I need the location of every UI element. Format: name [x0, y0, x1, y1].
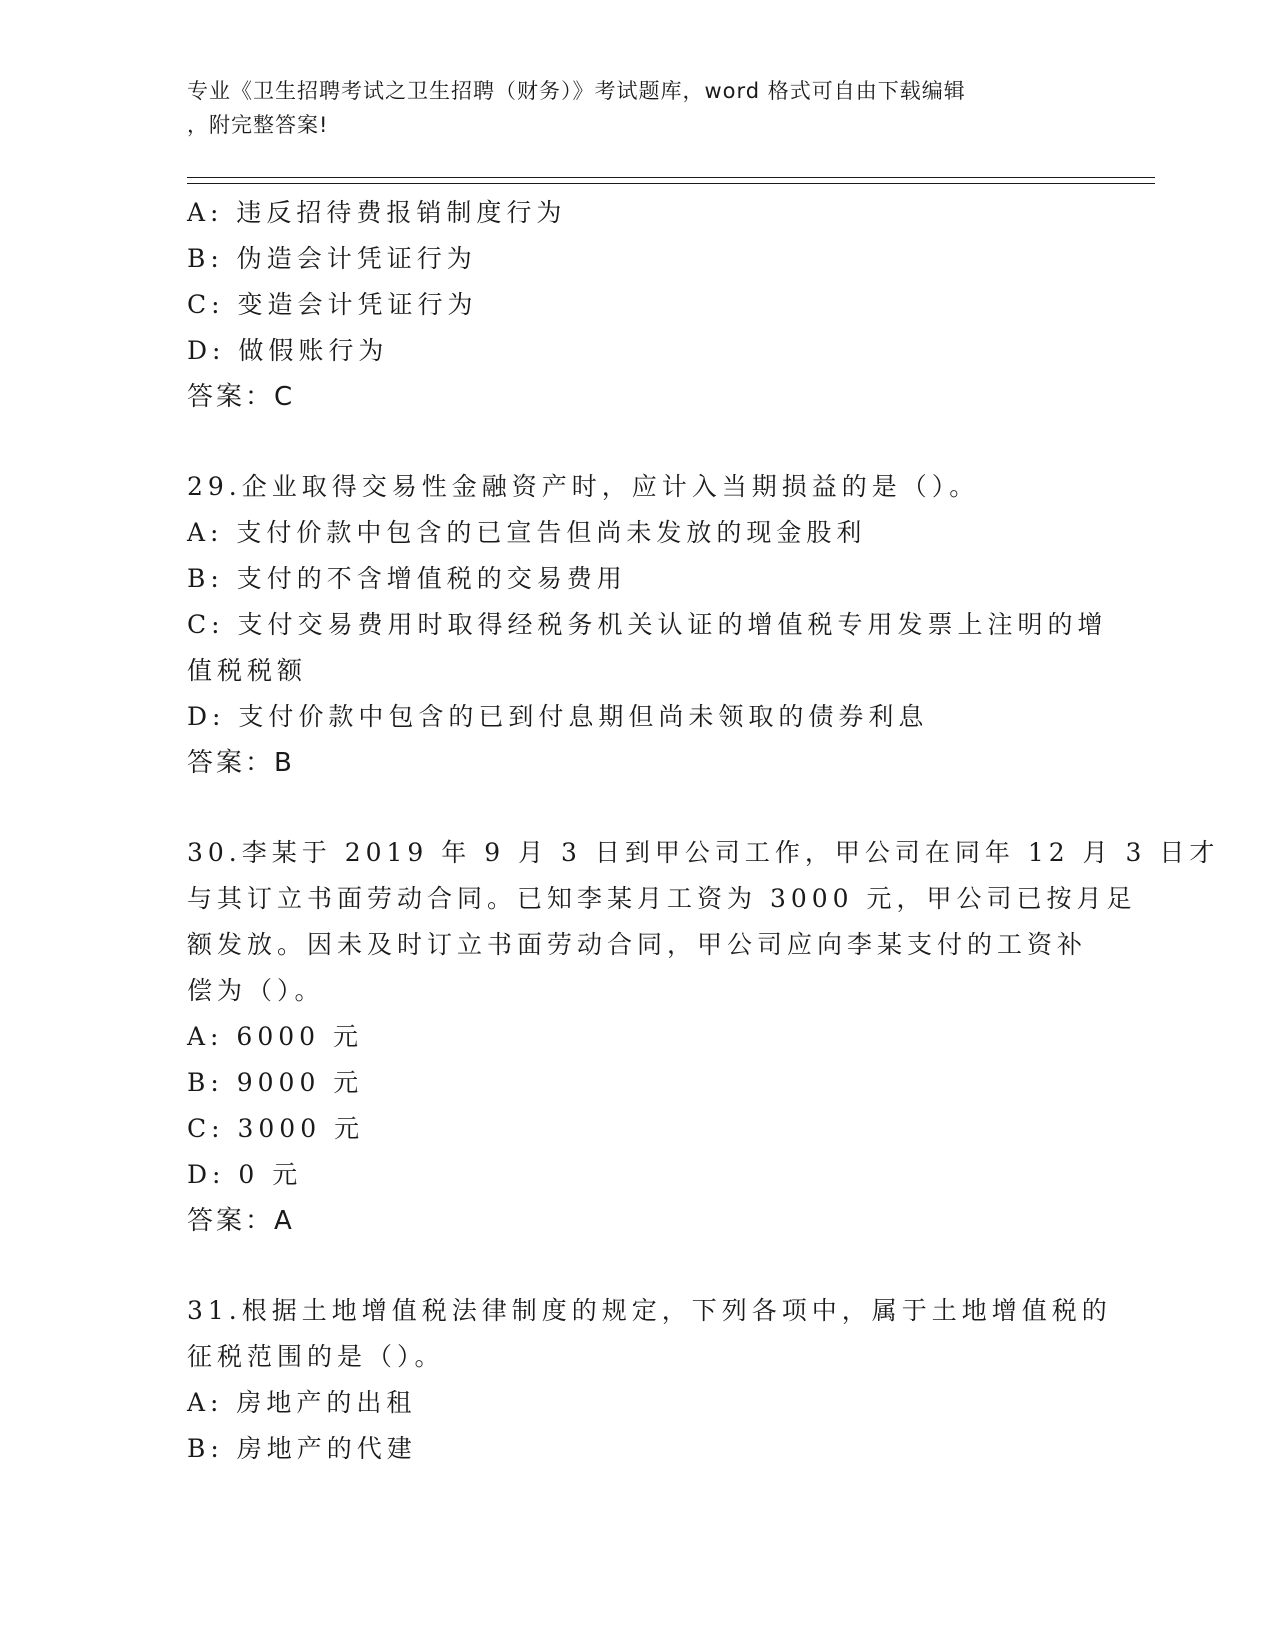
question-stem-line: 与其订立书面劳动合同。已知李某月工资为 3000 元，甲公司已按月足 — [187, 884, 1137, 913]
spacer — [187, 1244, 1077, 1288]
question-29-block — [187, 464, 1108, 786]
answer-line: 答案：B — [187, 748, 295, 778]
option-a: A: 支付价款中包含的已宣告但尚未发放的现金股利 — [187, 518, 867, 547]
question-31-block — [187, 1288, 1112, 1472]
header-divider-bottom — [187, 183, 1155, 184]
document-header — [187, 74, 1067, 142]
question-stem-line: 偿为（）。 — [187, 976, 325, 1005]
answer-line: 答案：C — [187, 382, 296, 412]
option-c: C: 支付交易费用时取得经税务机关认证的增值税专用发票上注明的增 — [187, 610, 1108, 639]
option-c: C: 3000 元 — [187, 1114, 365, 1143]
option-b: B: 房地产的代建 — [187, 1434, 417, 1463]
option-b: B: 支付的不含增值税的交易费用 — [187, 564, 627, 593]
option-d: D: 支付价款中包含的已到付息期但尚未领取的债券利息 — [187, 702, 929, 731]
option-a: A: 6000 元 — [187, 1022, 363, 1051]
question-stem: 29.企业取得交易性金融资产时，应计入当期损益的是（）。 — [187, 472, 980, 501]
question-stem-line: 额发放。因未及时订立书面劳动合同，甲公司应向李某支付的工资补 — [187, 930, 1088, 959]
question-list — [187, 190, 1220, 1472]
option-c: C: 变造会计凭证行为 — [187, 290, 478, 319]
option-a: A: 房地产的出租 — [187, 1388, 417, 1417]
option-c-continued: 值税税额 — [187, 656, 308, 685]
question-stem-line: 30.李某于 2019 年 9 月 3 日到甲公司工作，甲公司在同年 12 月 3 日才 — [187, 838, 1220, 867]
header-title-line-1: 专业《卫生招聘考试之卫生招聘（财务）》考试题库，word 格式可自由下载编辑 — [187, 79, 966, 103]
question-stem-line: 征税范围的是（）。 — [187, 1342, 445, 1371]
header-title-line-2: ，附完整答案! — [187, 113, 329, 137]
spacer — [187, 786, 1077, 830]
question-stem-line: 31.根据土地增值税法律制度的规定，下列各项中，属于土地增值税的 — [187, 1296, 1112, 1325]
question-28-block — [187, 190, 1077, 420]
spacer — [187, 420, 1077, 464]
option-d: D: 0 元 — [187, 1160, 303, 1189]
option-d: D: 做假账行为 — [187, 336, 389, 365]
header-divider-top — [187, 177, 1155, 178]
question-30-block — [187, 830, 1220, 1244]
answer-line: 答案：A — [187, 1206, 295, 1236]
option-b: B: 伪造会计凭证行为 — [187, 244, 477, 273]
option-b: B: 9000 元 — [187, 1068, 364, 1097]
option-a: A: 违反招待费报销制度行为 — [187, 198, 567, 227]
